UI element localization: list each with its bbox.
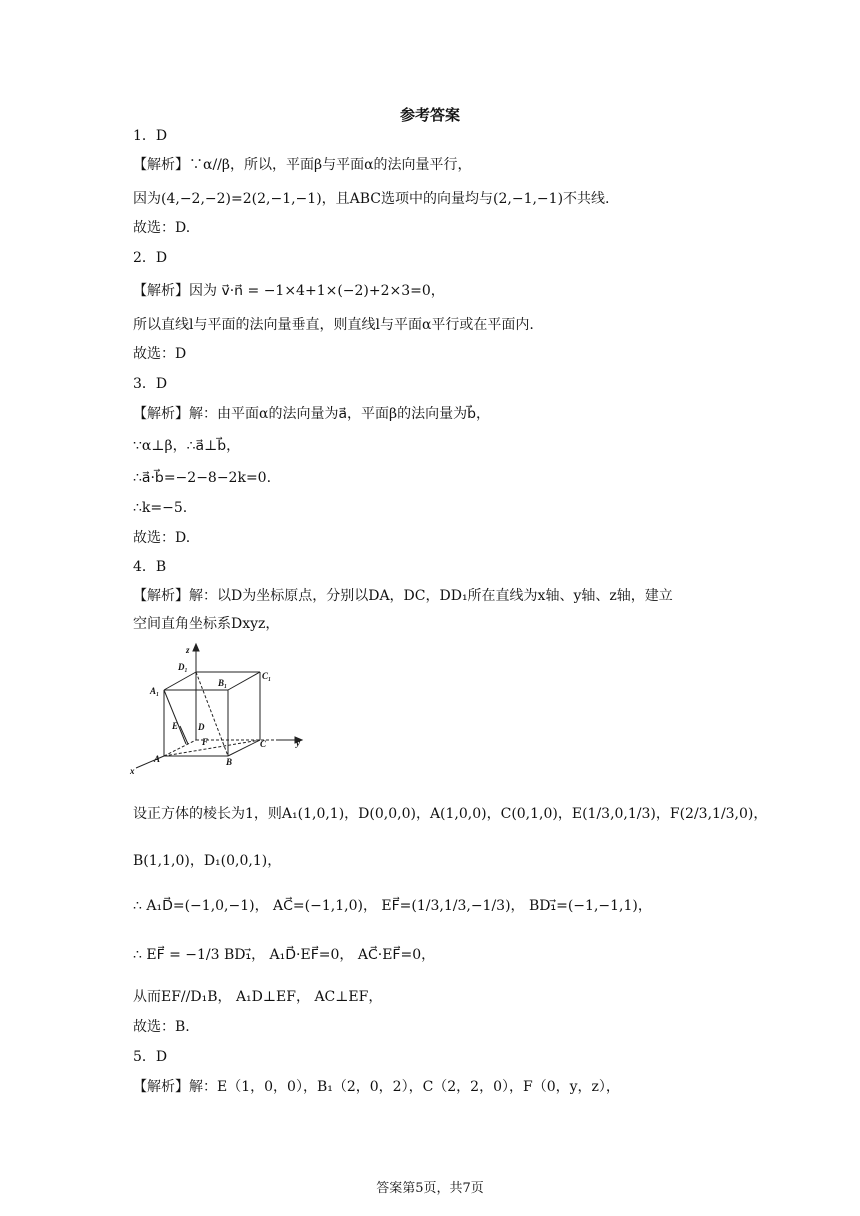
figure-label-b1: B₁ xyxy=(218,678,228,688)
answer-4-conclusion: 从而EF//D₁B， A₁D⊥EF， AC⊥EF， xyxy=(133,989,383,1005)
answer-2-heading: 2．D xyxy=(133,250,168,266)
figure-label-x: x xyxy=(130,766,135,776)
answer-1-analysis: 【解析】∵α//β，所以，平面β与平面α的法向量平行， xyxy=(133,157,472,173)
figure-label-e: E xyxy=(172,721,179,731)
figure-label-z: z xyxy=(186,645,190,655)
answer-2-detail: 所以直线l与平面的法向量垂直，则直线l与平面α平行或在平面内. xyxy=(133,317,534,333)
figure-label-c: C xyxy=(260,739,267,749)
figure-label-d1: D₁ xyxy=(178,662,188,672)
answer-3-heading: 3．D xyxy=(133,376,168,392)
figure-label-f: F xyxy=(202,737,209,747)
answer-1-heading: 1．D xyxy=(133,128,168,144)
answer-4-choice: 故选：B. xyxy=(133,1019,190,1035)
page-footer: 答案第5页，共7页 xyxy=(376,1181,484,1196)
answer-4-analysis: 【解析】解：以D为坐标原点，分别以DA，DC，DD₁所在直线为x轴、y轴、z轴，建立 xyxy=(133,588,673,604)
answer-3-step-3: ∴k=−5. xyxy=(133,500,188,516)
answer-2-analysis: 【解析】因为 v⃗·n⃗ = −1×4+1×(−2)+2×3=0， xyxy=(133,283,445,299)
answer-3-step-2: ∴a⃗·b⃗=−2−8−2k=0. xyxy=(133,470,272,486)
answer-2-choice: 故选：D xyxy=(133,346,187,362)
figure-label-d: D xyxy=(198,722,205,732)
answer-1-choice: 故选：D. xyxy=(133,220,191,236)
figure-label-a1: A₁ xyxy=(150,686,160,696)
answer-4-coordinates-cont: B(1,1,0)，D₁(0,0,1)， xyxy=(133,853,282,869)
figure-label-c1: C₁ xyxy=(262,671,272,681)
answer-5-analysis: 【解析】解：E（1，0，0），B₁（2，0，2），C（2，2，0），F（0，y，z）， xyxy=(133,1079,620,1095)
answer-4-heading: 4．B xyxy=(133,559,167,575)
answer-3-choice: 故选：D. xyxy=(133,530,191,546)
answer-3-analysis: 【解析】解：由平面α的法向量为a⃗，平面β的法向量为b⃗， xyxy=(133,406,491,422)
answer-3-step-1: ∵α⊥β，∴a⃗⊥b⃗， xyxy=(133,438,241,454)
answer-4-vectors: ∴ A₁D⃗=(−1,0,−1)， AC⃗=(−1,1,0)， EF⃗=(1/3,1/3,−1/3)， BD₁⃗=(−1,−1,1)， xyxy=(133,898,652,914)
cube-figure xyxy=(128,640,308,780)
page-title: 参考答案 xyxy=(399,106,460,124)
answer-4-analysis-cont: 空间直角坐标系Dxyz， xyxy=(133,616,280,632)
answer-1-detail: 因为(4,−2,−2)=2(2,−1,−1)，且ABC选项中的向量均与(2,−1,−1)不共线. xyxy=(133,191,610,207)
figure-label-b: B xyxy=(226,757,233,767)
figure-label-y: y xyxy=(296,738,300,748)
answer-5-heading: 5．D xyxy=(133,1049,168,1065)
answer-4-products: ∴ EF⃗ = −1/3 BD₁⃗， A₁D⃗·EF⃗=0， AC⃗·EF⃗=0， xyxy=(133,947,436,963)
answer-4-coordinates: 设正方体的棱长为1，则A₁(1,0,1)，D(0,0,0)，A(1,0,0)，C(0,1,0)，E(1/3,0,1/3)，F(2/3,1/3,0)， xyxy=(133,806,768,822)
figure-label-a: A xyxy=(154,754,161,764)
